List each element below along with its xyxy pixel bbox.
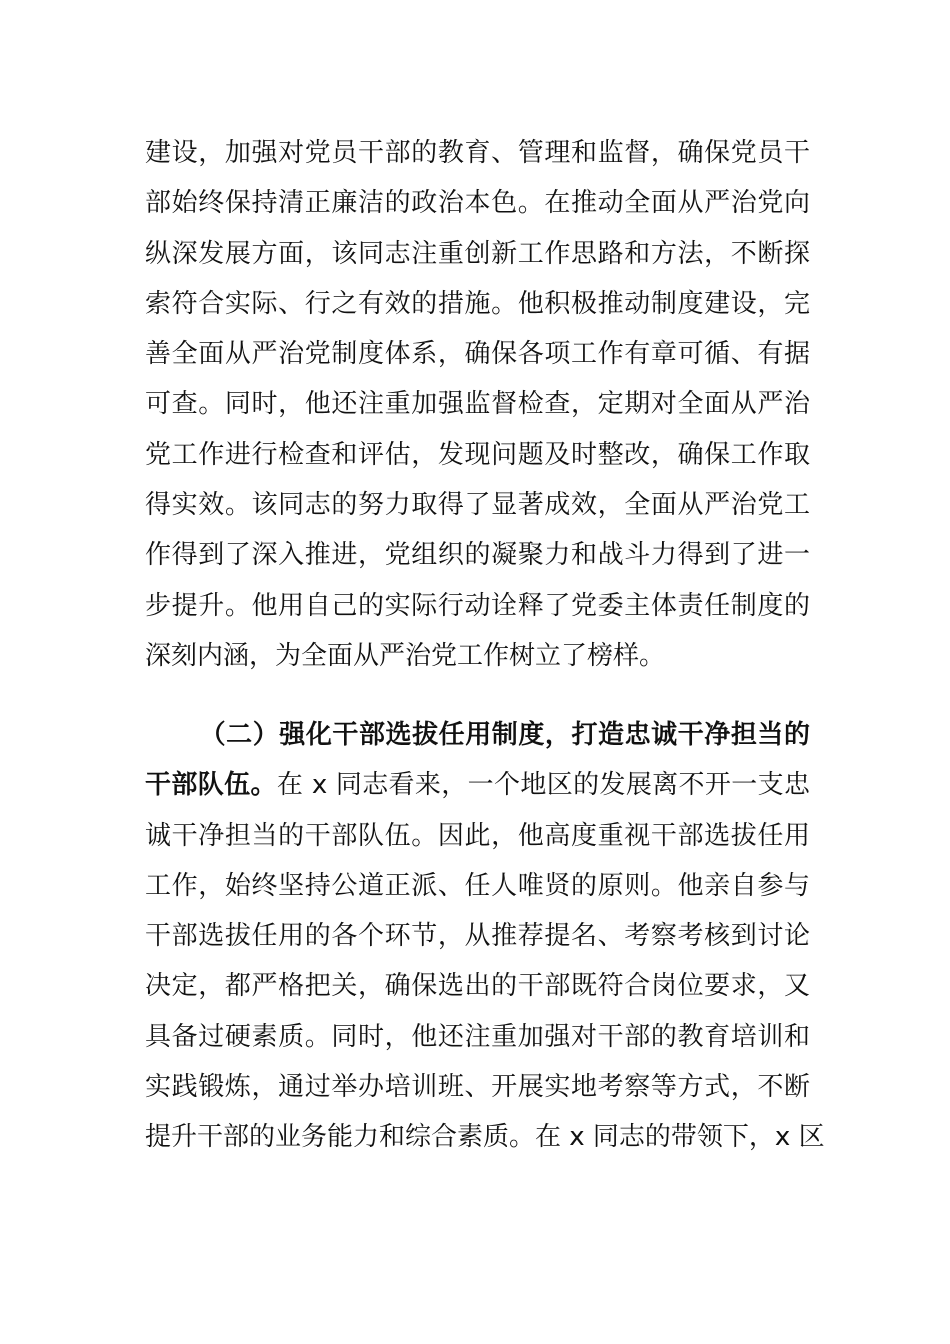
paragraph-line: 诚干净担当的干部队伍。因此，他高度重视干部选拔任用 (145, 820, 810, 851)
section-heading-end: 干部队伍。 (145, 770, 277, 801)
paragraph-line-rest: 在 x 同志看来，一个地区的发展离不开一支忠 (276, 770, 810, 801)
paragraph-line: 得实效。该同志的努力取得了显著成效，全面从严治党工 (145, 490, 810, 521)
paragraph-line: 作得到了深入推进，党组织的凝聚力和战斗力得到了进一 (145, 540, 810, 571)
paragraph-cadre-selection (145, 710, 825, 1163)
paragraph-line: 建设，加强对党员干部的教育、管理和监督，确保党员干 (145, 138, 810, 168)
paragraph-line: 决定，都严格把关，确保选出的干部既符合岗位要求，又 (145, 971, 810, 1002)
paragraph-line: 干部选拔任用的各个环节，从推荐提名、考察考核到讨论 (145, 921, 810, 952)
paragraph-line: 党工作进行检查和评估，发现问题及时整改，确保工作取 (145, 439, 810, 470)
paragraph-discipline (145, 128, 810, 681)
paragraph-line: 部始终保持清正廉洁的政治本色。在推动全面从严治党向 (145, 188, 810, 219)
paragraph-line: 善全面从严治党制度体系，确保各项工作有章可循、有据 (145, 339, 810, 370)
paragraph-line: 索符合实际、行之有效的措施。他积极推动制度建设，完 (145, 288, 810, 319)
paragraph-line: 实践锻炼，通过举办培训班、开展实地考察等方式，不断 (145, 1072, 810, 1103)
paragraph-line: 可查。同时，他还注重加强监督检查，定期对全面从严治 (145, 389, 810, 420)
section-heading: （二）强化干部选拔任用制度，打造忠诚干净担当的 (199, 720, 810, 750)
paragraph-line: 纵深发展方面，该同志注重创新工作思路和方法，不断探 (145, 238, 810, 269)
paragraph-line: 工作，始终坚持公道正派、任人唯贤的原则。他亲自参与 (145, 870, 810, 901)
paragraph-line: 提升干部的业务能力和综合素质。在 x 同志的带领下，x 区 (145, 1122, 825, 1153)
paragraph-line: 步提升。他用自己的实际行动诠释了党委主体责任制度的 (145, 590, 810, 621)
paragraph-line (145, 760, 810, 810)
section-heading-line (145, 710, 810, 760)
paragraph-line: 具备过硬素质。同时，他还注重加强对干部的教育培训和 (145, 1021, 810, 1052)
paragraph-line: 深刻内涵，为全面从严治党工作树立了榜样。 (145, 640, 666, 671)
